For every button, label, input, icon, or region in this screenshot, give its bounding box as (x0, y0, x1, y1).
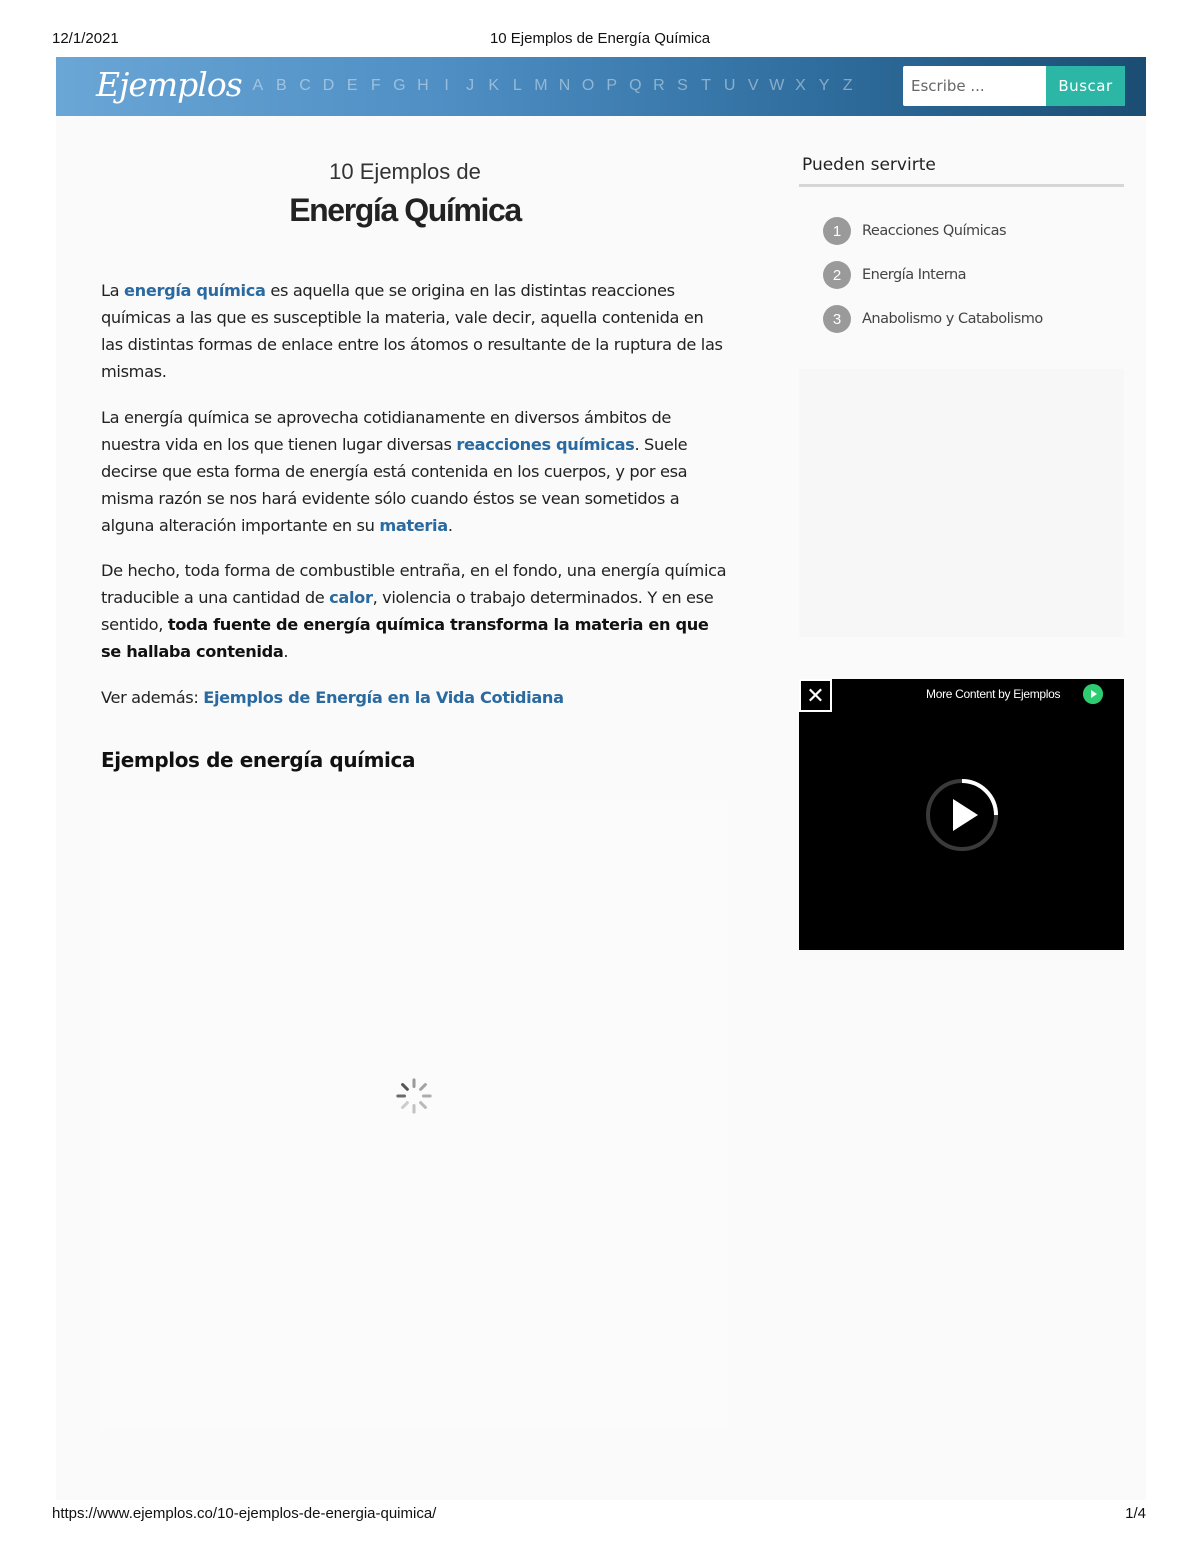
video-more-content[interactable]: More Content by Ejemplos (926, 687, 1061, 701)
link-energia-quimica[interactable]: energía química (124, 281, 266, 300)
text-segment: . (283, 642, 289, 661)
link-calor[interactable]: calor (329, 588, 373, 607)
text-segment: . Suele decirse que esta forma de energía está contenida en los cuerpos, y por esa misma razón se nos hará evidente sólo cuando éstos se vean sometidos a alguna alteración importante en su (101, 435, 688, 535)
sidebar-ad-placeholder (799, 369, 1124, 637)
alpha-link-t[interactable]: T (701, 77, 711, 94)
alpha-link-k[interactable]: K (488, 77, 500, 94)
alpha-link-b[interactable]: B (276, 77, 287, 94)
bold-statement: toda fuente de energía química transforma la materia en que se hallaba contenida (101, 615, 709, 661)
print-page-number: 1/4 (1125, 1505, 1146, 1522)
alpha-link-e[interactable]: E (346, 77, 358, 94)
site-logo[interactable]: Ejemplos (96, 65, 242, 104)
site-header (56, 57, 1146, 116)
related-item-label[interactable]: Reacciones Químicas (862, 223, 1007, 239)
alpha-link-q[interactable]: Q (629, 77, 642, 94)
article-title-prefix: 10 Ejemplos de (329, 159, 481, 184)
alphabet-nav (246, 77, 859, 95)
text-segment: es aquella que se origina en las distintas reacciones químicas a las que es susceptible la materia, vale decir, aquella contenida en las distintas formas de enlace entre los átomos o resultante de la ruptura de las mismas. (101, 281, 723, 381)
alpha-link-w[interactable]: W (769, 77, 785, 94)
article-title: Energía Química (289, 192, 521, 228)
alpha-link-z[interactable]: Z (842, 77, 853, 94)
text-segment: De hecho, toda forma de combustible entraña, en el fondo, una energía química traducible a una cantidad de (101, 561, 727, 607)
print-title: 10 Ejemplos de Energía Química (489, 30, 711, 47)
text-segment: , violencia o trabajo determinados. Y en ese sentido, (101, 588, 714, 634)
related-item-label[interactable]: Energía Interna (862, 267, 967, 283)
brand-play-icon[interactable] (1083, 684, 1103, 704)
close-icon[interactable]: ✕ (799, 679, 832, 712)
search-button[interactable]: Buscar (1046, 66, 1125, 106)
alpha-link-i[interactable]: I (444, 77, 449, 94)
sidebar-divider (799, 184, 1124, 187)
related-item-label[interactable]: Anabolismo y Catabolismo (862, 311, 1043, 327)
print-url: https://www.ejemplos.co/10-ejemplos-de-energia-quimica/ (52, 1505, 437, 1522)
text-segment: . (447, 516, 453, 535)
text-segment: La (101, 281, 125, 300)
ad-placeholder (101, 799, 728, 1429)
article-paragraph-2 (101, 404, 728, 539)
play-icon[interactable] (924, 777, 1000, 853)
text-segment: Ver además: (101, 688, 204, 707)
print-header (0, 30, 1200, 50)
article-paragraph-3 (101, 557, 728, 665)
link-energia-vida-cotidiana[interactable]: Ejemplos de Energía en la Vida Cotidiana (203, 688, 564, 707)
alpha-link-g[interactable]: G (393, 77, 406, 94)
alpha-link-v[interactable]: V (747, 77, 759, 94)
alpha-link-j[interactable]: J (466, 77, 475, 94)
alpha-link-n[interactable]: N (558, 77, 571, 94)
alpha-link-h[interactable]: H (417, 77, 429, 94)
alpha-link-u[interactable]: U (723, 77, 736, 94)
link-materia[interactable]: materia (379, 516, 448, 535)
alpha-link-o[interactable]: O (581, 77, 595, 94)
link-reacciones-quimicas[interactable]: reacciones químicas (456, 435, 635, 454)
print-footer (0, 1505, 1200, 1525)
related-item[interactable] (823, 217, 1006, 245)
alpha-link-d[interactable]: D (322, 77, 335, 94)
alpha-link-r[interactable]: R (653, 77, 665, 94)
section-heading: Ejemplos de energía química (101, 748, 416, 772)
alpha-link-x[interactable]: X (795, 77, 806, 94)
alpha-link-f[interactable]: F (370, 77, 381, 94)
alpha-link-m[interactable]: M (534, 77, 548, 94)
see-also (101, 684, 728, 711)
related-item-number: 1 (823, 217, 851, 245)
related-item[interactable] (823, 261, 966, 289)
search-input[interactable] (903, 66, 1046, 106)
related-item-number: 2 (823, 261, 851, 289)
article-paragraph-1 (101, 277, 728, 385)
alpha-link-a[interactable]: A (252, 77, 264, 94)
sidebar-heading: Pueden servirte (802, 155, 936, 175)
alpha-link-c[interactable]: C (299, 77, 311, 94)
alpha-link-l[interactable]: L (512, 77, 522, 94)
related-item-number: 3 (823, 305, 851, 333)
print-date: 12/1/2021 (52, 30, 119, 47)
alpha-link-p[interactable]: P (606, 77, 618, 94)
text-segment: La energía química se aprovecha cotidianamente en diversos ámbitos de nuestra vida en los que tienen lugar diversas (101, 408, 672, 454)
alpha-link-s[interactable]: S (677, 77, 688, 94)
loading-spinner-icon (395, 1077, 433, 1115)
video-player[interactable] (799, 679, 1124, 950)
related-item[interactable] (823, 305, 1043, 333)
alpha-link-y[interactable]: Y (818, 77, 830, 94)
